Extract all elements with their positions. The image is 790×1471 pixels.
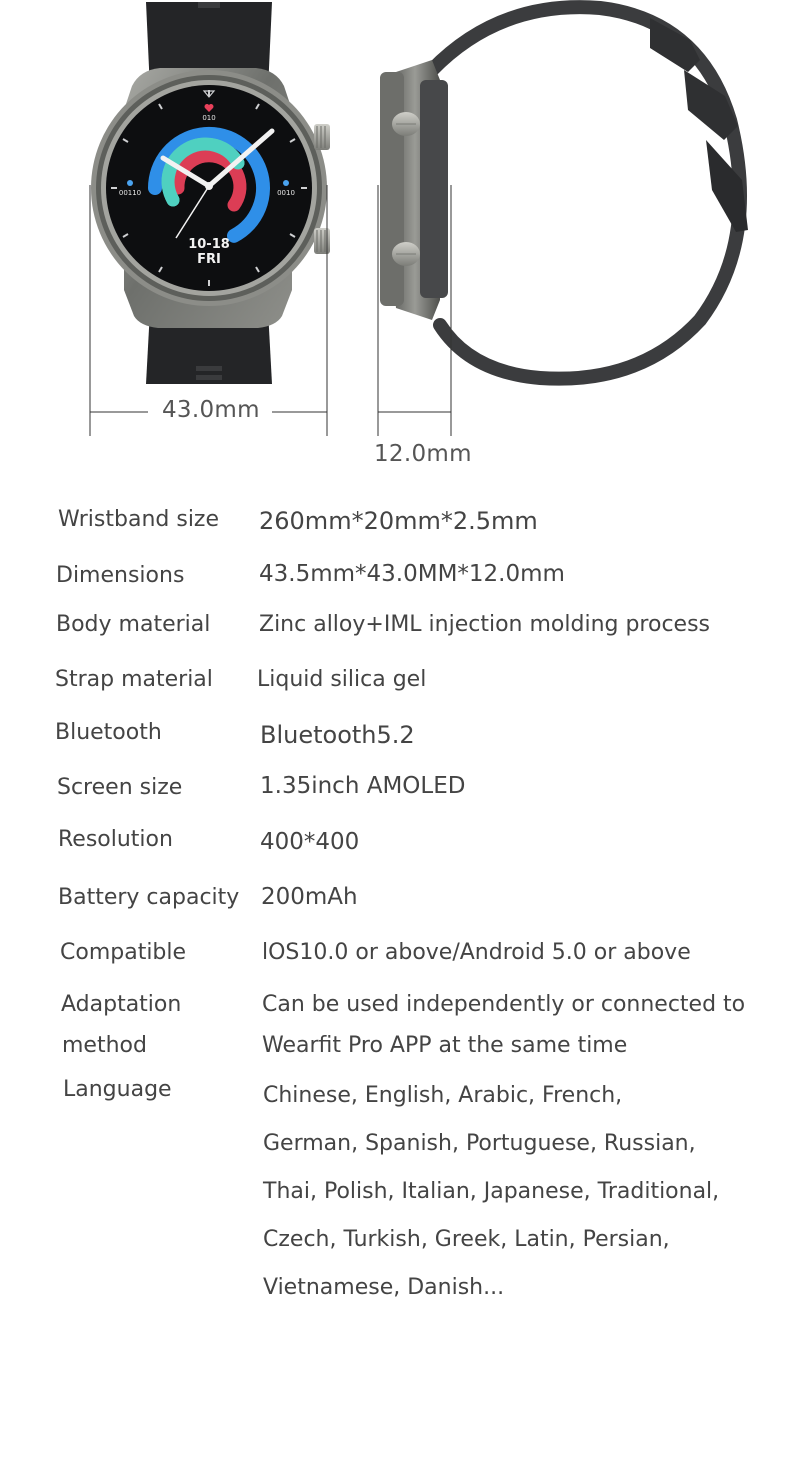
- footprint-icon: [127, 180, 133, 186]
- spec-value-dimensions: 43.5mm*43.0MM*12.0mm: [259, 561, 565, 587]
- spec-value-resolution: 400*400: [260, 829, 360, 855]
- spec-label-strap-material: Strap material: [55, 667, 213, 692]
- spec-label-bluetooth: Bluetooth: [55, 720, 162, 745]
- face-left-reading: 00110: [118, 189, 142, 197]
- spec-label-adaptation-line2: method: [62, 1033, 147, 1058]
- spec-value-screen-size: 1.35inch AMOLED: [260, 773, 466, 799]
- watch-illustration: [0, 0, 790, 480]
- crown-top: [314, 124, 330, 150]
- spec-label-resolution: Resolution: [58, 827, 173, 852]
- spec-label-compatible: Compatible: [60, 940, 187, 965]
- crown-bottom: [314, 228, 330, 254]
- spec-value-strap-material: Liquid silica gel: [257, 667, 427, 692]
- spec-value-compatible: lOS10.0 or above/Android 5.0 or above: [262, 940, 691, 965]
- spec-label-dimensions: Dimensions: [56, 563, 185, 588]
- spec-label-screen-size: Screen size: [57, 775, 183, 800]
- spec-value-body-material: Zinc alloy+IML injection molding process: [259, 612, 711, 637]
- drop-icon: [283, 180, 289, 186]
- face-day: FRI: [197, 252, 221, 267]
- face-date: 10-18: [188, 237, 230, 252]
- thickness-dimension-label: 12.0mm: [366, 441, 480, 467]
- spec-value-wristband-size: 260mm*20mm*2.5mm: [259, 507, 538, 535]
- language-line: German, Spanish, Portuguese, Russian,: [263, 1131, 696, 1156]
- language-line: Vietnamese, Danish...: [263, 1275, 505, 1300]
- spec-value-adaptation-line1: Can be used independently or connected to: [262, 992, 746, 1017]
- spec-value-bluetooth: Bluetooth5.2: [260, 721, 415, 749]
- language-line: Thai, Polish, Italian, Japanese, Traditional,: [263, 1179, 720, 1204]
- face-top-reading: 010: [202, 114, 216, 122]
- language-line: Czech, Turkish, Greek, Latin, Persian,: [263, 1227, 670, 1252]
- spec-label-battery-capacity: Battery capacity: [58, 885, 240, 910]
- watch-side-view: [380, 7, 748, 379]
- spec-label-body-material: Body material: [56, 612, 211, 637]
- spec-label-adaptation-line1: Adaptation: [61, 992, 182, 1017]
- spec-value-battery-capacity: 200mAh: [261, 884, 358, 910]
- spec-label-language: Language: [63, 1077, 172, 1102]
- spec-value-adaptation-line2: Wearfit Pro APP at the same time: [262, 1033, 628, 1058]
- face-right-reading: 0010: [277, 189, 295, 197]
- spec-label-wristband-size: Wristband size: [58, 507, 220, 532]
- width-dimension-label: 43.0mm: [154, 397, 268, 423]
- language-line: Chinese, English, Arabic, French,: [263, 1083, 623, 1108]
